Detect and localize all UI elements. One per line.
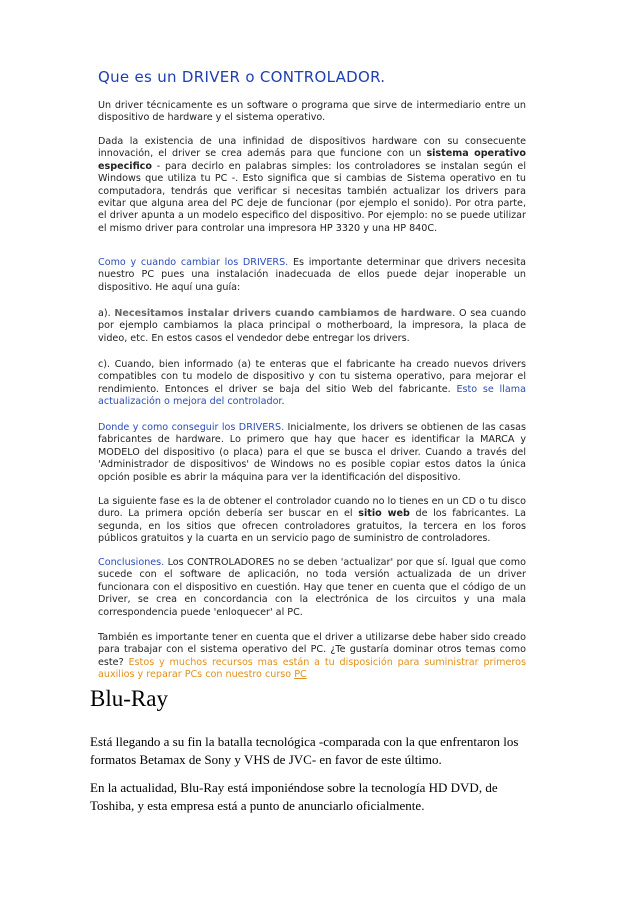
bluray-paragraph-2: En la actualidad, Blu-Ray está imponiéndose sobre la tecnología HD DVD, de Toshiba, y esta empresa está a punto de anunciarlo oficialmente. [90,780,498,813]
item-a-text: . O sea cuando por ejemplo cambiamos la placa principal o motherboard, la impresora, la placa de video, etc. En estos casos el vendedor debe entregar los drivers. [98,308,526,344]
item-a-paragraph [98,308,526,345]
item-a-bold: Necesitamos instalar drivers cuando cambiamos de hardware [114,308,453,319]
where-to-get-text: Inicialmente, los drivers se obtienen de las casas fabricantes de hardware. Lo primero que hay que hacer es identificar la MARCA y MODELO del dispositivo (o placa) para el que se busca el driver. Cuando a través del 'Administrador de dispositivos' de Windows no es posible copiar estos datos la única opción posible es abrir la máquina para ver la identificación del dispositivo. [98,422,526,483]
bluray-heading: Blu-Ray [90,686,168,711]
item-c-highlight: Esto se llama actualización o mejora del controlador [98,383,526,408]
definition-text-c: - para decirlo en palabras simples: los controladores se instalan según el Windows que utiliza tu PC -. Esto significa que si cambias de Sistema operativo en tu computadora, tendrás que verificar si necesitas también actualizar los drivers para evitar que alguna area del PC deje de funcionar (por ejemplo el sonido). Por otra parte, el driver apunta a un modelo especifico del dispositivo. Por ejemplo: no se puede utilizar el mismo driver para controlar una impresora HP 3320 y una HP 840C. [98,160,526,234]
where-to-get-heading: Donde y como conseguir los DRIVERS. [98,422,285,433]
final-paragraph [98,632,526,682]
when-to-change-text: Es importante determinar que drivers necesita nuestro PC pues una instalación inadecuada de ellos puede dejar inoperable un dispositivo. He aquí una guía: [98,257,526,293]
where-to-get-paragraph [98,422,526,484]
next-phase-text-a: La siguiente fase es la de obtener el controlador cuando no lo tienes en un CD o tu disco duro. La primera opción debería ser buscar en el [98,496,526,520]
conclusions-paragraph [98,557,526,619]
course-promo-text: Estos y muchos recursos mas están a tu disposición para suministrar primeros auxilios y reparar PCs con nuestro curso [98,656,526,681]
when-to-change-heading: Como y cuando cambiar los DRIVERS. [98,257,289,268]
when-to-change-paragraph [98,257,526,294]
page-title: Que es un DRIVER o CONTROLADOR. [98,68,386,86]
conclusions-heading: Conclusiones. [98,557,165,568]
item-c-paragraph [98,359,526,409]
next-phase-bold: sitio web [358,508,410,520]
conclusions-text: Los CONTROLADORES no se deben 'actualizar' por que sí. Igual que como sucede con el software de aplicación, no toda versión actualizada de un driver funcionara con el dispositivo en cuestión. Hay que tener en cuenta que el código de un Driver, se crea en concordancia con la electrónica de los circuitos y una mala correspondencia puede 'enloquecer' al PC. [98,557,526,618]
final-text: También es importante tener en cuenta que el driver a utilizarse debe haber sido creado para trabajar con el sistema operativo del PC. ¿Te gustaría dominar otros temas como este? [98,632,526,668]
course-pc-link[interactable]: PC [294,669,307,681]
item-c-text: c). Cuando, bien informado (a) te enteras que el fabricante ha creado nuevos drivers compatibles con tu modelo de dispositivo y con tu sistema operativo, para mejorar el rendimiento. Entonces el driver se baja del sitio Web del fabricante. [98,359,526,395]
definition-paragraph [98,136,526,235]
definition-text-a: Dada la existencia de una infinidad de dispositivos hardware con su consecuente innovación, el driver se crea además para que funcione con un [98,136,526,160]
bluray-paragraph-1: Está llegando a su fin la batalla tecnológica -comparada con la que enfrentaron los formatos Betamax de Sony y VHS de JVC- en favor de este último. [90,734,519,767]
next-phase-text-c: de los fabricantes. La segunda, en los sitios que ofrecen controladores gratuitos, la tercera en los foros públicos gratuitos y la cuarta en un servicio pago de suministro de controladores. [98,508,526,545]
intro-paragraph [98,100,526,125]
next-phase-paragraph [98,496,526,546]
item-c-end: . [281,396,285,408]
intro-text: Un driver técnicamente es un software o programa que sirve de intermediario entre un dispositivo de hardware y el sistema operativo. [98,100,526,124]
item-a-prefix: a). [98,308,115,319]
definition-bold: sistema operativo especifico [98,148,526,172]
